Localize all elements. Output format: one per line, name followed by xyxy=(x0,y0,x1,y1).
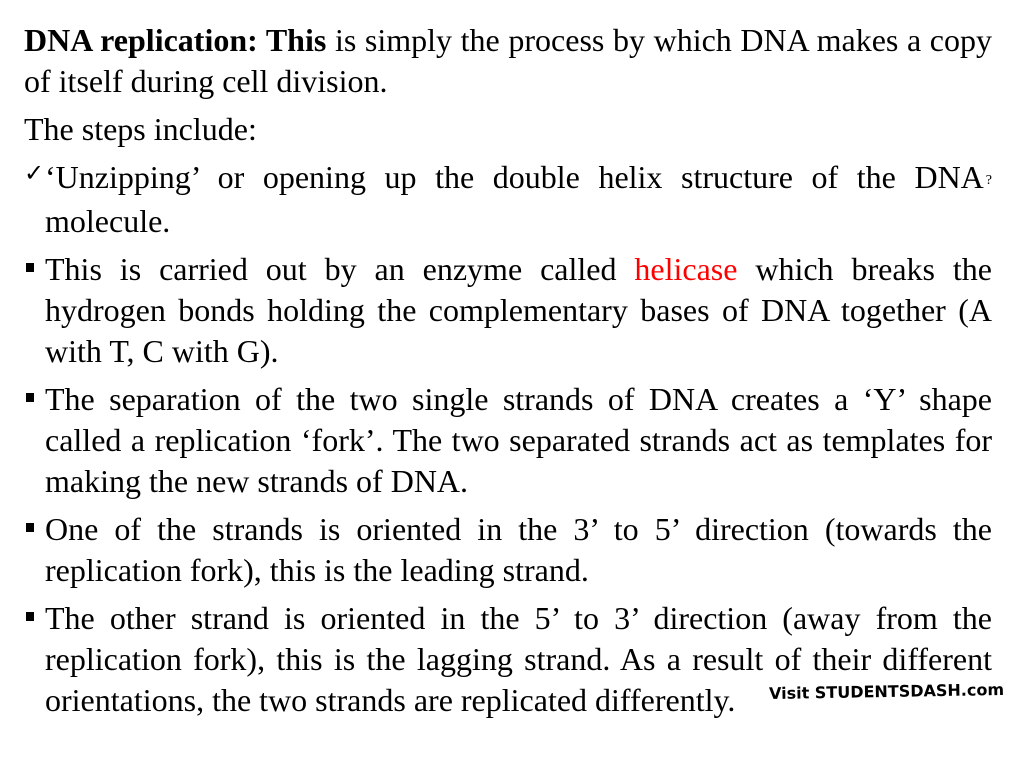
check-item-mark: ? xyxy=(985,173,992,188)
bullet-item-leading-strand xyxy=(24,509,992,591)
check-item xyxy=(24,157,992,242)
check-item-text: ‘Unzipping’ or opening up the double helix structure of the DNA xyxy=(45,159,984,195)
watermark-text: Visit STUDENTSDASH.com xyxy=(768,679,1005,704)
intro-paragraph xyxy=(24,20,992,102)
bullet-text-after: which breaks the hydrogen bonds holding the complementary bases of DNA together (A with T, C with G). xyxy=(45,251,993,369)
helicase-highlight: helicase xyxy=(634,251,738,287)
bullet-text-before: This is carried out by an enzyme called xyxy=(45,251,635,287)
square-bullet-icon xyxy=(26,263,34,272)
square-bullet-icon xyxy=(26,393,34,402)
bullet-text: The other strand is oriented in the 5’ to 3’ direction (away from the replication fork), this is the lagging strand. As a result of their different orientations, the two strands are replicated differently. xyxy=(45,600,992,718)
intro-text: is simply the process by which DNA makes a copy of itself during cell division. xyxy=(24,22,993,99)
check-item-text-end: molecule. xyxy=(45,203,171,239)
square-bullet-icon xyxy=(26,612,34,621)
square-bullet-icon xyxy=(26,523,34,532)
intro-term: DNA replication: This xyxy=(24,22,327,58)
bullet-text: The separation of the two single strands of DNA creates a ‘Y’ shape called a replication ‘fork’. The two separated strands act as templates for making the new strands of DNA. xyxy=(45,381,992,499)
bullet-text: One of the strands is oriented in the 3’ to 5’ direction (towards the replication fork), this is the leading strand. xyxy=(45,511,992,588)
bullet-item-fork xyxy=(24,379,992,502)
checkmark-icon: ✓ xyxy=(24,159,45,187)
bullet-item-helicase xyxy=(24,249,992,372)
steps-heading: The steps include: xyxy=(24,111,257,147)
